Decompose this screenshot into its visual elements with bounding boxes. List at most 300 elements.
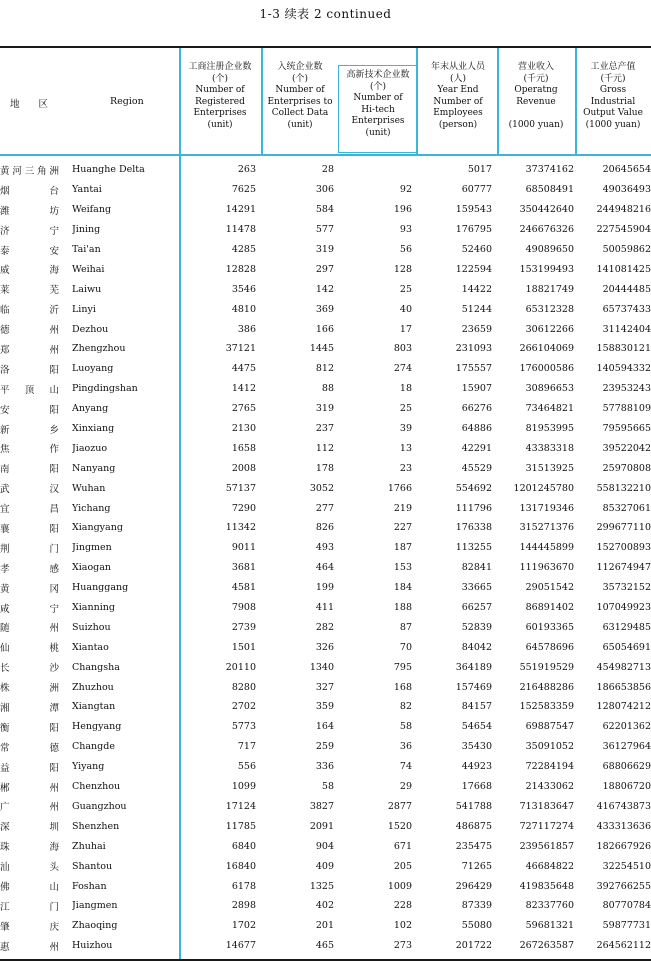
region-name-zh-text: 孝感: [0, 563, 60, 575]
hitech-header: 高新技术企业数 (个) Number of Hi-tech Enterprises (unit): [346, 70, 410, 138]
region-name-en: Xiangyang: [72, 522, 123, 534]
table-row: [0, 598, 651, 618]
region-name-zh-text: 烟台: [0, 185, 60, 197]
hitech-cell: 40: [399, 303, 412, 315]
registered-cell: 2008: [231, 462, 256, 474]
region-name-en: Jining: [72, 224, 101, 236]
collect-cell: 577: [315, 224, 334, 236]
region-name-zh-text: 江门: [0, 901, 60, 913]
registered-cell: 9011: [231, 542, 256, 554]
employees-cell: 33665: [461, 582, 492, 594]
revenue-cell: 37374162: [525, 164, 574, 176]
region-name-zh-text: 咸宁: [0, 603, 60, 615]
employees-cell: 113255: [455, 542, 492, 554]
collect-cell: 336: [315, 761, 334, 773]
hitech-cell: 74: [399, 761, 412, 773]
revenue-cell: 246676326: [519, 224, 574, 236]
output-cell: 454982713: [596, 661, 651, 673]
registered-cell: 2702: [231, 701, 256, 713]
region-name-zh: [0, 617, 72, 637]
hitech-cell: 803: [393, 343, 412, 355]
collect-cell: 164: [315, 721, 334, 733]
output-cell: 65054691: [602, 641, 651, 653]
output-cell: 62201362: [602, 721, 651, 733]
table-row: [0, 916, 651, 936]
hitech-cell: 168: [393, 681, 412, 693]
hitech-cell: 18: [399, 383, 412, 395]
revenue-cell: 419835648: [519, 880, 574, 892]
revenue-cell: 73464821: [525, 403, 574, 415]
revenue-cell: 111963670: [519, 562, 574, 574]
registered-cell: 4810: [231, 303, 256, 315]
region-name-zh-text: 湘潭: [0, 702, 60, 714]
revenue-cell: 21433062: [525, 781, 574, 793]
table-row: [0, 578, 651, 598]
revenue-cell: 144445899: [519, 542, 574, 554]
hitech-cell: 82: [399, 701, 412, 713]
region-name-en: Chenzhou: [72, 781, 121, 793]
data-table: [0, 160, 651, 956]
hitech-cell: 219: [393, 502, 412, 514]
page-title: 1-3 续表 2 continued: [259, 7, 392, 21]
employees-cell: 157469: [455, 681, 492, 693]
table-row: [0, 458, 651, 478]
collect-cell: 411: [315, 602, 334, 614]
table-row: [0, 518, 651, 538]
region-name-zh: [0, 538, 72, 558]
region-name-zh-text: 洛阳: [0, 364, 60, 376]
region-name-zh: [0, 279, 72, 299]
revenue-cell: 30896653: [525, 383, 574, 395]
hitech-cell: 187: [393, 542, 412, 554]
table-bottom-rule: [0, 959, 651, 961]
collect-cell: 178: [315, 462, 334, 474]
region-name-zh-text: 临沂: [0, 305, 60, 317]
collect-cell: 166: [315, 323, 334, 335]
registered-cell: 11478: [225, 224, 256, 236]
collect-cell: 199: [315, 582, 334, 594]
table-row: [0, 220, 651, 240]
registered-cell: 57137: [225, 482, 256, 494]
registered-cell: 556: [237, 761, 256, 773]
region-name-zh-text: 衡阳: [0, 722, 60, 734]
region-name-zh-text: 郴州: [0, 782, 60, 794]
region-name-zh-text: 安阳: [0, 404, 60, 416]
region-name-zh: [0, 757, 72, 777]
collect-cell: 201: [315, 920, 334, 932]
region-name-en: Weihai: [72, 263, 105, 275]
table-row: [0, 279, 651, 299]
region-name-zh-text: 武汉: [0, 484, 60, 496]
output-cell: 392766255: [596, 880, 651, 892]
registered-cell: 3546: [231, 283, 256, 295]
region-name-en: Anyang: [72, 403, 109, 415]
hitech-cell: 17: [399, 323, 412, 335]
collect-cell: 826: [315, 522, 334, 534]
table-row: [0, 299, 651, 319]
collect-cell: 142: [315, 283, 334, 295]
registered-cell: 2898: [231, 900, 256, 912]
output-cell: 35732152: [602, 582, 651, 594]
revenue-cell: 72284194: [525, 761, 574, 773]
region-name-zh: [0, 200, 72, 220]
output-cell: 186653856: [596, 681, 651, 693]
table-row: [0, 737, 651, 757]
employees-cell: 52839: [461, 621, 492, 633]
region-name-en: Shantou: [72, 860, 113, 872]
output-cell: 20444485: [602, 283, 651, 295]
table-row: [0, 478, 651, 498]
employees-cell: 122594: [455, 263, 492, 275]
revenue-cell: 152583359: [519, 701, 574, 713]
registered-cell: 1702: [231, 920, 256, 932]
employees-cell: 175557: [455, 363, 492, 375]
table-row: [0, 419, 651, 439]
table-row: [0, 538, 651, 558]
revenue-cell: 35091052: [525, 741, 574, 753]
hitech-cell: 227: [393, 522, 412, 534]
region-name-en: Huanggang: [72, 582, 129, 594]
collect-cell: 369: [315, 303, 334, 315]
hitech-cell: 93: [399, 224, 412, 236]
registered-cell: 8280: [231, 681, 256, 693]
employees-cell: 55080: [461, 920, 492, 932]
hitech-cell: 13: [399, 442, 412, 454]
collect-cell: 1340: [309, 661, 334, 673]
output-cell: 49036493: [602, 184, 651, 196]
region-name-zh: [0, 220, 72, 240]
collect-cell: 319: [315, 244, 334, 255]
revenue-cell: 43383318: [525, 442, 574, 454]
column-divider: [497, 48, 499, 154]
region-name-zh: [0, 478, 72, 498]
collect-cell: 464: [315, 562, 334, 574]
output-cell: 182667926: [596, 840, 651, 852]
table-header: [0, 48, 651, 154]
output-cell: 32254510: [602, 860, 651, 872]
region-name-en: Jiangmen: [72, 900, 118, 912]
revenue-cell: 86891402: [525, 602, 574, 614]
collect-header: 入统企业数 (个) Number of Enterprises to Collect Data (unit): [267, 62, 333, 130]
output-cell: 57788109: [602, 403, 651, 415]
employees-cell: 60777: [461, 184, 492, 196]
registered-cell: 16840: [225, 860, 256, 872]
output-cell: 20645654: [602, 164, 651, 176]
region-name-en: Xiantao: [72, 641, 109, 653]
collect-cell: 3827: [309, 800, 334, 812]
region-name-zh-text: 株洲: [0, 683, 60, 695]
employees-cell: 66257: [461, 602, 492, 614]
employees-cell: 5017: [467, 164, 492, 176]
employees-cell: 87339: [461, 900, 492, 912]
region-name-zh-text: 莱芜: [0, 285, 60, 297]
hitech-cell: 92: [399, 184, 412, 196]
region-name-zh: [0, 379, 72, 399]
region-name-en: Linyi: [72, 303, 96, 315]
collect-cell: 2091: [309, 820, 334, 832]
employees-cell: 176338: [455, 522, 492, 534]
region-name-zh: [0, 637, 72, 657]
region-name-zh: [0, 876, 72, 896]
revenue-cell: 59681321: [525, 920, 574, 932]
region-name-zh: [0, 299, 72, 319]
table-row: [0, 816, 651, 836]
registered-cell: 386: [237, 323, 256, 335]
hitech-cell: 196: [393, 204, 412, 216]
registered-cell: 11342: [225, 522, 256, 534]
employees-cell: 364189: [455, 661, 492, 673]
column-divider: [416, 48, 418, 154]
table-row: [0, 717, 651, 737]
table-row: [0, 637, 651, 657]
region-name-en: Yiyang: [72, 761, 105, 773]
table-row: [0, 856, 651, 876]
region-name-zh: [0, 598, 72, 618]
hitech-cell: 228: [393, 900, 412, 912]
employees-cell: 35430: [461, 741, 492, 753]
table-row: [0, 319, 651, 339]
region-name-zh-text: 广州: [0, 802, 60, 814]
region-name-en: Hengyang: [72, 721, 122, 733]
revenue-cell: 46684822: [525, 860, 574, 872]
output-cell: 244948216: [596, 204, 651, 216]
region-name-zh-text: 黄河三角洲: [0, 165, 60, 177]
region-name-en: Tai'an: [72, 244, 101, 255]
hitech-cell: 58: [399, 721, 412, 733]
region-name-zh: [0, 180, 72, 200]
region-name-zh-text: 襄阳: [0, 523, 60, 535]
region-name-zh-text: 惠州: [0, 941, 60, 953]
hitech-cell: 153: [393, 562, 412, 574]
registered-cell: 6840: [231, 840, 256, 852]
revenue-cell: 31513925: [525, 462, 574, 474]
hitech-cell: 70: [399, 641, 412, 653]
collect-cell: 327: [315, 681, 334, 693]
revenue-cell: 266104069: [519, 343, 574, 355]
employees-cell: 84157: [461, 701, 492, 713]
hitech-cell: 29: [399, 781, 412, 793]
output-cell: 128074212: [596, 701, 651, 713]
region-name-zh-text: 珠海: [0, 842, 60, 854]
collect-cell: 584: [315, 204, 334, 216]
output-header: 工业总产值 (千元) Gross Industrial Output Value (1000 yuan): [583, 62, 643, 130]
region-name-en: Xinxiang: [72, 423, 115, 435]
employees-cell: 14422: [461, 283, 492, 295]
output-cell: 39522042: [602, 442, 651, 454]
region-name-zh-text: 平顶山: [0, 384, 60, 396]
revenue-cell: 81953995: [525, 423, 574, 435]
registered-cell: 4285: [231, 244, 256, 255]
region-name-en: Wuhan: [72, 482, 106, 494]
output-cell: 80770784: [602, 900, 651, 912]
region-header-en: Region: [110, 96, 144, 107]
revenue-cell: 18821749: [525, 283, 574, 295]
table-row: [0, 657, 651, 677]
hitech-cell: 25: [399, 403, 412, 415]
employees-cell: 84042: [461, 641, 492, 653]
region-name-zh: [0, 856, 72, 876]
output-cell: 112674947: [596, 562, 651, 574]
collect-cell: 493: [315, 542, 334, 554]
output-cell: 79595665: [602, 423, 651, 435]
registered-cell: 37121: [225, 343, 256, 355]
registered-cell: 12828: [225, 263, 256, 275]
collect-cell: 904: [315, 840, 334, 852]
region-name-zh: [0, 240, 72, 260]
region-name-zh: [0, 518, 72, 538]
collect-cell: 297: [315, 263, 334, 275]
region-name-zh-text: 长沙: [0, 663, 60, 675]
region-name-zh: [0, 458, 72, 478]
region-name-zh-text: 汕头: [0, 862, 60, 874]
registered-cell: 20110: [225, 661, 256, 673]
registered-cell: 7908: [231, 602, 256, 614]
registered-cell: 2739: [231, 621, 256, 633]
region-name-en: Jiaozuo: [72, 442, 108, 454]
region-name-en: Zhaoqing: [72, 920, 118, 932]
region-name-en: Huizhou: [72, 940, 113, 952]
revenue-cell: 68508491: [525, 184, 574, 196]
registered-cell: 6178: [231, 880, 256, 892]
employees-cell: 15907: [461, 383, 492, 395]
region-name-zh: [0, 717, 72, 737]
employees-cell: 111796: [455, 502, 492, 514]
region-name-zh: [0, 896, 72, 916]
region-name-en: Nanyang: [72, 462, 116, 474]
output-cell: 59877731: [602, 920, 651, 932]
collect-cell: 326: [315, 641, 334, 653]
output-cell: 299677110: [596, 522, 651, 534]
output-cell: 65737433: [602, 303, 651, 315]
region-name-zh: [0, 797, 72, 817]
collect-cell: 88: [321, 383, 334, 395]
hitech-cell: 25: [399, 283, 412, 295]
hitech-cell: 36: [399, 741, 412, 753]
region-name-zh-text: 泰安: [0, 245, 60, 257]
region-name-zh-text: 南阳: [0, 464, 60, 476]
registered-cell: 7290: [231, 502, 256, 514]
output-cell: 68806629: [602, 761, 651, 773]
region-name-zh-text: 仙桃: [0, 643, 60, 655]
registered-cell: 5773: [231, 721, 256, 733]
region-name-en: Luoyang: [72, 363, 114, 375]
region-name-en: Changde: [72, 741, 115, 753]
region-name-en: Foshan: [72, 880, 107, 892]
output-cell: 416743873: [596, 800, 651, 812]
region-name-zh: [0, 816, 72, 836]
employees-cell: 235475: [455, 840, 492, 852]
revenue-cell: 29051542: [525, 582, 574, 594]
region-name-zh: [0, 657, 72, 677]
region-name-en: Yantai: [72, 184, 102, 196]
region-name-en: Yichang: [72, 502, 111, 514]
region-name-zh: [0, 339, 72, 359]
table-row: [0, 617, 651, 637]
region-name-zh: [0, 836, 72, 856]
registered-cell: 4475: [231, 363, 256, 375]
header-bottom-rule: [0, 154, 651, 156]
collect-cell: 112: [315, 442, 334, 454]
employees-cell: 42291: [461, 442, 492, 454]
column-divider: [261, 48, 263, 154]
collect-cell: 812: [315, 363, 334, 375]
table-row: [0, 558, 651, 578]
revenue-cell: 350442640: [519, 204, 574, 216]
hitech-cell: 23: [399, 462, 412, 474]
region-name-zh-text: 德州: [0, 325, 60, 337]
region-name-en: Guangzhou: [72, 800, 127, 812]
output-cell: 50059862: [602, 244, 651, 255]
region-name-zh: [0, 777, 72, 797]
region-name-zh: [0, 319, 72, 339]
employees-cell: 52460: [461, 244, 492, 255]
region-name-zh: [0, 359, 72, 379]
region-name-en: Xiaogan: [72, 562, 112, 574]
employees-cell: 541788: [455, 800, 492, 812]
region-name-en: Laiwu: [72, 283, 102, 295]
region-name-zh-text: 潍坊: [0, 205, 60, 217]
revenue-cell: 30612266: [525, 323, 574, 335]
region-name-zh-text: 深圳: [0, 822, 60, 834]
employees-cell: 486875: [455, 820, 492, 832]
registered-cell: 17124: [225, 800, 256, 812]
hitech-cell: 39: [399, 423, 412, 435]
hitech-cell: 273: [393, 940, 412, 952]
hitech-cell: 1009: [387, 880, 412, 892]
hitech-cell: 188: [393, 602, 412, 614]
table-row: [0, 757, 651, 777]
region-name-en: Shenzhen: [72, 820, 120, 832]
revenue-cell: 64578696: [525, 641, 574, 653]
collect-cell: 58: [321, 781, 334, 793]
region-name-zh-text: 益阳: [0, 762, 60, 774]
registered-cell: 717: [237, 741, 256, 753]
employees-cell: 64886: [461, 423, 492, 435]
region-name-en: Jingmen: [72, 542, 112, 554]
region-name-en: Xianning: [72, 602, 115, 614]
employees-cell: 201722: [455, 940, 492, 952]
region-name-en: Xiangtan: [72, 701, 116, 713]
table-body: [0, 160, 651, 956]
employees-cell: 71265: [461, 860, 492, 872]
region-name-zh-text: 随州: [0, 623, 60, 635]
collect-cell: 319: [315, 403, 334, 415]
table-row: [0, 438, 651, 458]
region-name-zh: [0, 160, 72, 180]
table-row: [0, 677, 651, 697]
revenue-cell: 267263587: [519, 940, 574, 952]
employees-cell: 44923: [461, 761, 492, 773]
region-name-zh: [0, 677, 72, 697]
revenue-cell: 60193365: [525, 621, 574, 633]
revenue-cell: 1201245780: [513, 482, 574, 494]
table-row: [0, 259, 651, 279]
collect-cell: 28: [321, 164, 334, 176]
region-name-en: Dezhou: [72, 323, 109, 335]
region-name-zh-text: 郑州: [0, 344, 60, 356]
hitech-cell: 102: [393, 920, 412, 932]
employees-header: 年末从业人员 (人) Year End Number of Employees (person): [430, 62, 485, 130]
table-row: [0, 379, 651, 399]
registered-cell: 1099: [231, 781, 256, 793]
revenue-cell: 153199493: [519, 263, 574, 275]
output-cell: 264562112: [596, 940, 651, 952]
hitech-cell: 671: [393, 840, 412, 852]
region-name-zh: [0, 737, 72, 757]
table-row: [0, 339, 651, 359]
output-cell: 63129485: [602, 621, 651, 633]
registered-cell: 2765: [231, 403, 256, 415]
